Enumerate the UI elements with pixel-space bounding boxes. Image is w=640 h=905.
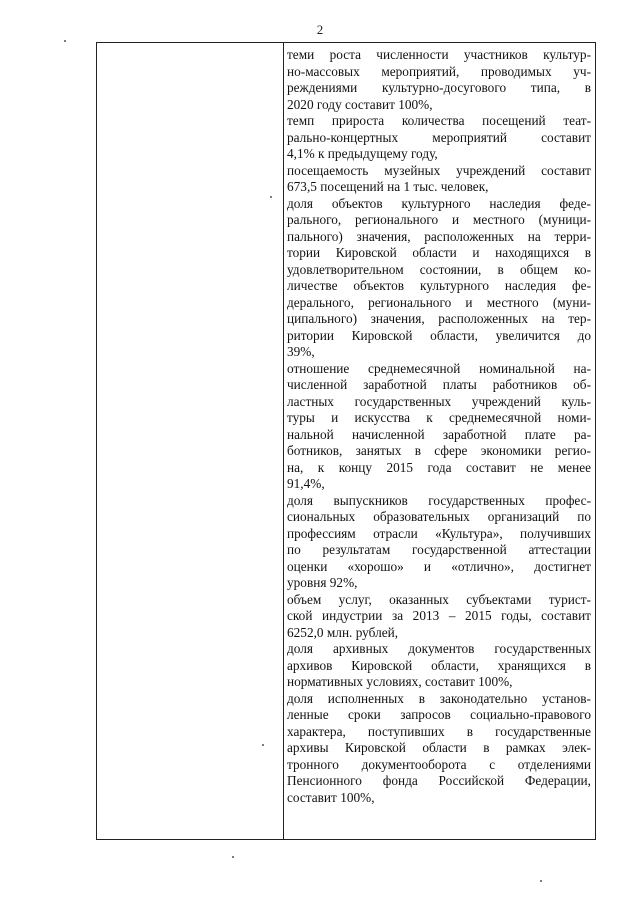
text-line: тронного документооборота с отделениями bbox=[287, 756, 591, 772]
text-line: реждениями культурно-досугового типа, в bbox=[287, 80, 591, 95]
text-line: пального) значения, расположенных на терри- bbox=[287, 228, 591, 244]
text-line: оценки «хорошо» и «отлично», достигнет bbox=[287, 558, 591, 574]
text-line: численной заработной платы работников об- bbox=[287, 377, 591, 392]
text-line: объем услуг, оказанных субъектами турист- bbox=[287, 591, 591, 607]
scan-speck bbox=[232, 856, 234, 858]
text-line: теми роста численности участников культур- bbox=[287, 47, 591, 62]
text-line: архивов Кировской области, хранящихся в bbox=[287, 657, 591, 673]
text-line: дерального, регионального и местного (муни- bbox=[287, 294, 591, 310]
text-line: ленные сроки запросов социально-правового bbox=[287, 707, 591, 722]
scan-speck bbox=[540, 880, 542, 882]
text-line: доля объектов культурного наследия феде- bbox=[287, 195, 591, 211]
text-line: удовлетворительном состоянии, в общем ко- bbox=[287, 261, 591, 277]
text-line: ластных государственных учреждений куль- bbox=[287, 393, 591, 409]
text-line: 4,1% к предыдущему году, bbox=[287, 146, 438, 161]
text-line: характера, поступивших в государственные bbox=[287, 723, 591, 739]
text-line: 39%, bbox=[287, 344, 315, 359]
text-line: но-массовых мероприятий, проводимых уч- bbox=[287, 63, 591, 79]
text-line: тории Кировской области и находящихся в bbox=[287, 245, 591, 260]
page-number: 2 bbox=[316, 22, 324, 37]
text-line: нормативных условиях, составит 100%, bbox=[287, 674, 513, 689]
text-line: 6252,0 млн. рублей, bbox=[287, 624, 399, 640]
text-line: доля архивных документов государственных bbox=[287, 641, 591, 656]
text-line: посещаемость музейных учреждений составит bbox=[287, 162, 591, 178]
text-line: ритории Кировской области, увеличится до bbox=[287, 327, 591, 343]
text-line: ской индустрии за 2013 – 2015 годы, составит bbox=[287, 608, 591, 623]
text-line: рально-концертных мероприятий составит bbox=[287, 129, 591, 145]
text-line: ботников, занятых в сфере экономики регио- bbox=[287, 443, 591, 458]
text-line: личестве объектов культурного наследия фе- bbox=[287, 278, 591, 293]
text-line: уровня 92%, bbox=[287, 575, 358, 590]
text-line: сиональных образовательных организаций по bbox=[287, 509, 591, 524]
text-line: рального, регионального и местного (муници- bbox=[287, 212, 591, 227]
text-line: 673,5 посещений на 1 тыс. человек, bbox=[287, 179, 489, 194]
text-line: темп прироста количества посещений теат- bbox=[287, 113, 591, 128]
text-line: ципального) значения, расположенных на тер- bbox=[287, 311, 591, 326]
text-line: доля исполненных в законодательно установ- bbox=[287, 690, 591, 706]
text-line: Пенсионного фонда Российской Федерации, bbox=[287, 773, 591, 788]
text-line: отношение среднемесячной номинальной на- bbox=[287, 360, 591, 376]
column-divider bbox=[283, 43, 284, 839]
text-line: составит 100%, bbox=[287, 789, 375, 805]
scan-speck bbox=[270, 196, 272, 198]
scan-speck bbox=[64, 40, 66, 42]
text-line: 2020 году составит 100%, bbox=[287, 96, 433, 112]
document-table bbox=[96, 42, 596, 840]
text-line: 91,4%, bbox=[287, 476, 325, 491]
left-column-cell bbox=[97, 43, 283, 839]
text-line: по результатам государственной аттестации bbox=[287, 542, 591, 557]
right-column-cell bbox=[287, 47, 591, 837]
text-line: на, к концу 2015 года составит не менее bbox=[287, 459, 591, 475]
scan-speck bbox=[262, 744, 264, 746]
text-line: архивы Кировской области в рамках элек- bbox=[287, 740, 591, 755]
text-line: нальной начисленной заработной плате ра- bbox=[287, 426, 591, 442]
text-line: туры и искусства к среднемесячной номи- bbox=[287, 410, 591, 425]
text-line: доля выпускников государственных профес- bbox=[287, 492, 591, 508]
text-line: профессиям отрасли «Культура», получивших bbox=[287, 525, 591, 541]
